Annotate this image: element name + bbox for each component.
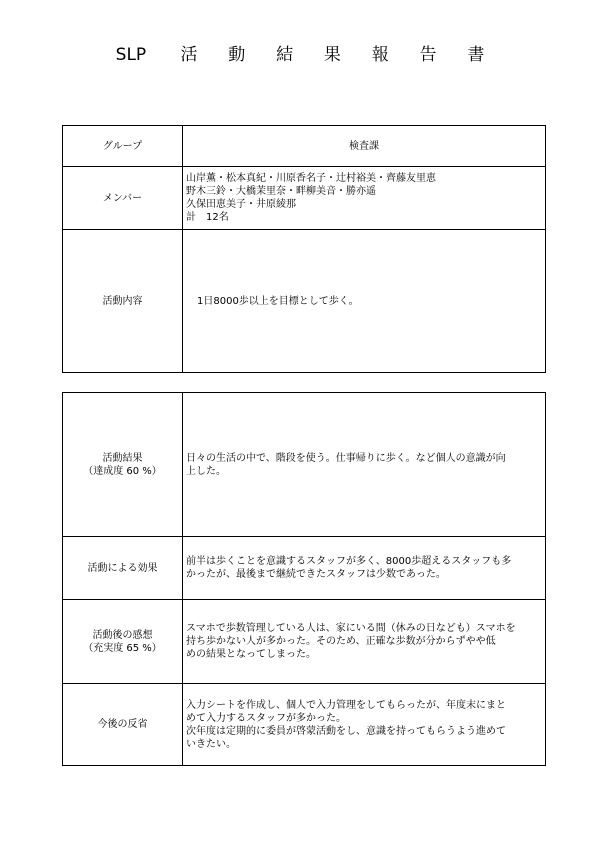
reflection-label: 今後の反省	[63, 684, 183, 766]
activity-row	[63, 230, 546, 373]
member-line: 計 12名	[186, 212, 229, 223]
result-line: 上した。	[186, 465, 226, 477]
result-row	[63, 393, 546, 537]
title-part: 書	[467, 45, 485, 65]
result-line: 日々の生活の中で、階段を使う。仕事帰りに歩く。など個人の意識が向	[186, 452, 506, 464]
reflection-line: 入力シートを作成し、個人で入力管理をしてもらったが、年度末にまと	[186, 699, 506, 711]
effect-line: 前半は歩くことを意識するスタッフが多く、8000歩超えるスタッフも多	[186, 556, 512, 567]
member-line: 久保田恵美子・井原綾那	[186, 199, 296, 210]
title-part: 動	[228, 45, 246, 65]
impression-line: スマホで歩数管理している人は、家にいる間（休みの日なども）スマホを	[186, 623, 516, 634]
title-part: 結	[276, 45, 294, 65]
title-part: SLP	[115, 45, 147, 65]
title-part: 報	[371, 45, 389, 65]
member-line: 山岸薫・松本真紀・川原香名子・辻村裕美・齊藤友里恵	[186, 173, 436, 184]
reflection-line: めて入力するスタッフが多かった。	[186, 712, 346, 724]
result-label-cell	[63, 393, 183, 537]
impression-label-cell	[63, 600, 183, 684]
impression-value	[183, 600, 546, 684]
effect-value	[183, 537, 546, 600]
title-part: 告	[419, 45, 437, 65]
reflection-line: 次年度は定期的に委員が啓蒙活動をし、意識を持ってもらうよう進めて	[186, 725, 506, 737]
member-line: 野木三鈴・大橋茉里奈・畔柳美音・勝亦遥	[186, 186, 376, 197]
info-table	[62, 125, 546, 373]
title-part: 果	[323, 45, 341, 65]
report-title	[0, 40, 600, 65]
impression-line: めの結果となってしまった。	[186, 649, 316, 660]
impression-row	[63, 600, 546, 684]
group-label: グループ	[63, 126, 183, 167]
impression-line: 持ち歩かない人が多かった。そのため、正確な歩数が分からずやや低	[186, 636, 496, 647]
result-label: 活動結果	[102, 452, 143, 464]
activity-label: 活動内容	[63, 230, 183, 373]
members-label: メンバー	[63, 167, 183, 230]
impression-sublabel: （充実度 65 %）	[83, 642, 162, 654]
title-part: 活	[180, 45, 198, 65]
result-sublabel: （達成度 60 %）	[83, 465, 162, 477]
reflection-value	[183, 684, 546, 766]
activity-value: 1日8000歩以上を目標として歩く。	[183, 230, 546, 373]
reflection-row	[63, 684, 546, 766]
reflection-line: いきたい。	[186, 738, 236, 750]
group-row	[63, 126, 546, 167]
result-value	[183, 393, 546, 537]
members-row	[63, 167, 546, 230]
effect-line: かったが、最後まで継続できたスタッフは少数であった。	[186, 569, 446, 580]
effect-label: 活動による効果	[63, 537, 183, 600]
group-value: 検査課	[183, 126, 546, 167]
impression-label: 活動後の感想	[92, 629, 153, 641]
effect-row	[63, 537, 546, 600]
members-value	[183, 167, 546, 230]
results-table	[62, 392, 546, 766]
